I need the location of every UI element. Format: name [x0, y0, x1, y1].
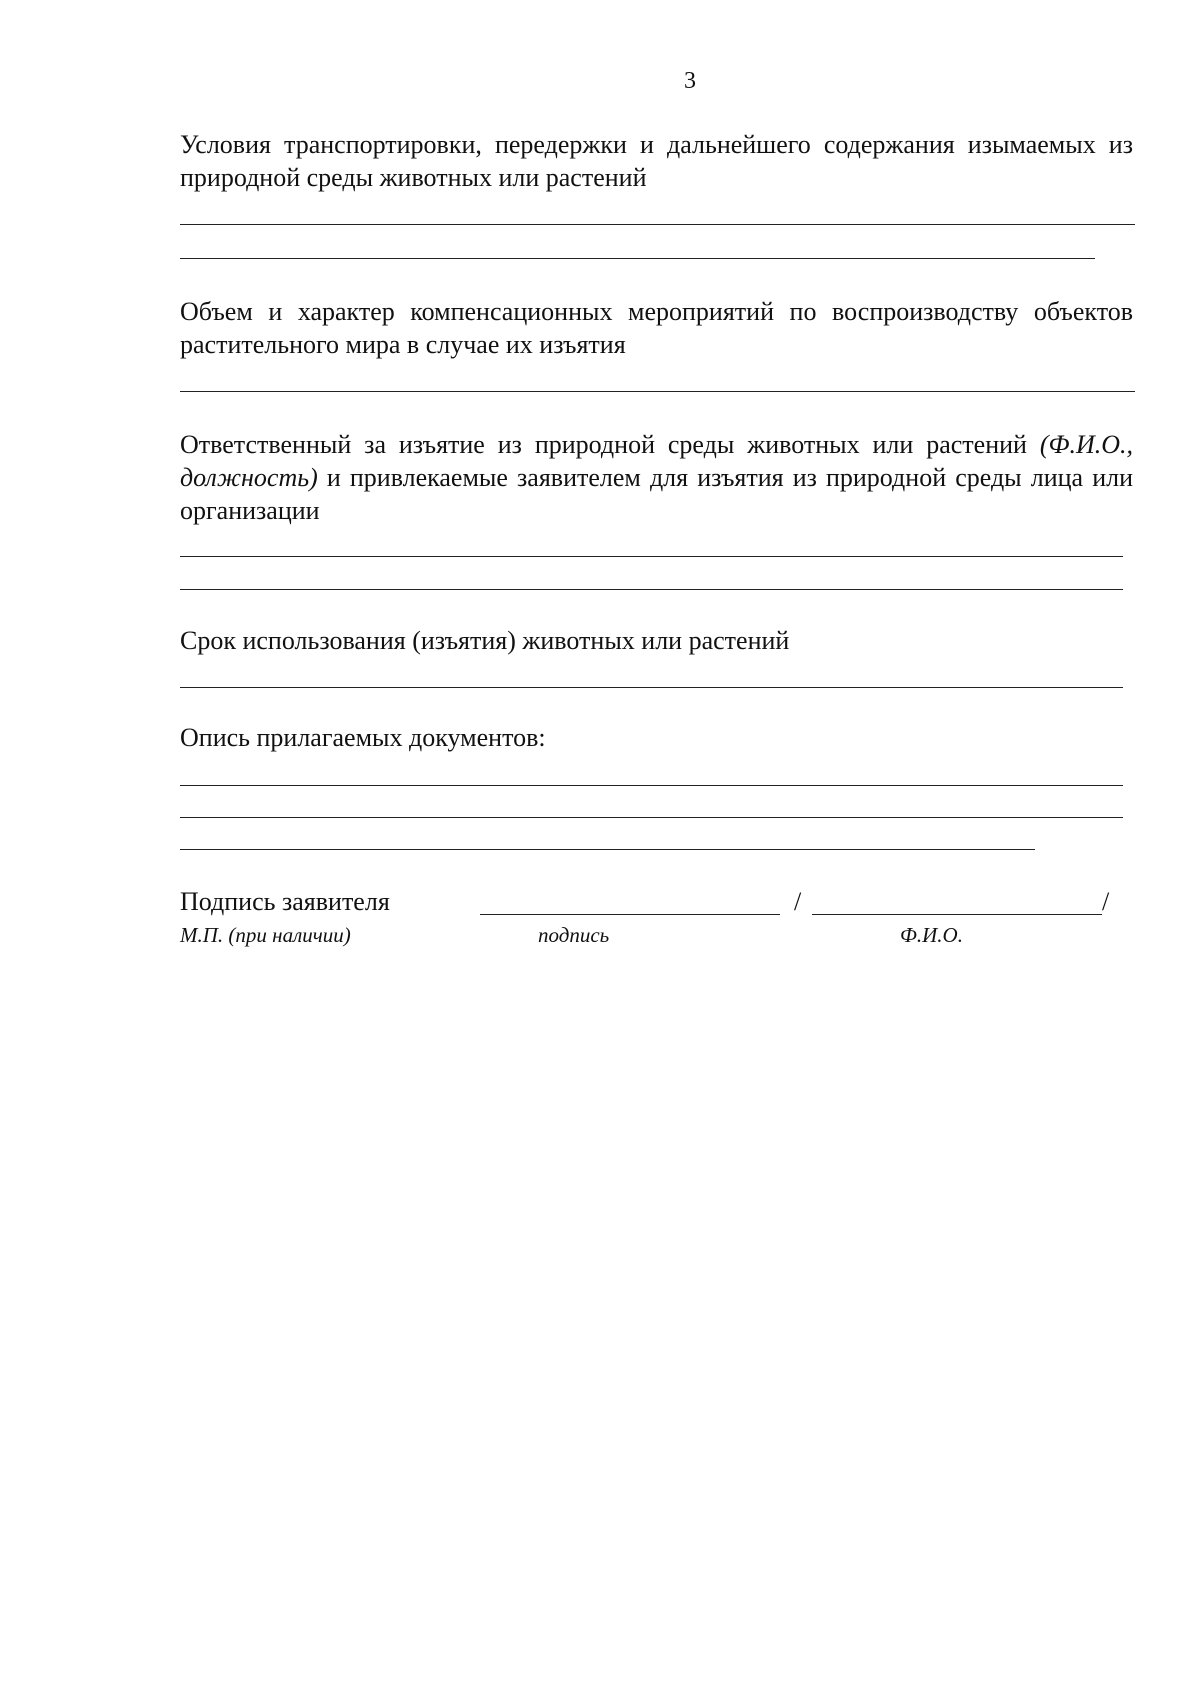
slash-separator-2: / [1102, 887, 1110, 916]
signature-label: Подпись заявителя [180, 887, 390, 916]
page-number: 3 [684, 68, 696, 94]
signature-fill-line[interactable] [480, 914, 780, 915]
transport-fill-line-2[interactable] [180, 258, 1095, 259]
responsible-label [180, 428, 1133, 527]
compensation-fill-line[interactable] [180, 391, 1135, 392]
documents-label: Опись прилагаемых документов: [180, 723, 546, 752]
term-fill-line[interactable] [180, 687, 1123, 688]
responsible-italic-note: (Ф.И.О., должность) [180, 430, 1134, 492]
name-caption: Ф.И.О. [900, 923, 963, 947]
documents-fill-line-3[interactable] [180, 849, 1035, 850]
transport-conditions-label: Условия транспортировки, передержки и дальнейшего содержания изымаемых из природной среды животных или растений [180, 130, 1133, 192]
documents-fill-line-2[interactable] [180, 817, 1123, 818]
slash-separator-1: / [794, 887, 802, 916]
term-label: Срок использования (изъятия) животных или растений [180, 626, 790, 655]
signature-caption: подпись [538, 923, 610, 947]
name-fill-line[interactable] [812, 914, 1102, 915]
seal-caption: М.П. (при наличии) [180, 923, 351, 947]
compensation-label: Объем и характер компенсационных мероприятий по воспроизводству объектов растительного мира в случае их изъятия [180, 297, 1133, 359]
responsible-fill-line-1[interactable] [180, 556, 1123, 557]
responsible-fill-line-2[interactable] [180, 589, 1123, 590]
documents-fill-line-1[interactable] [180, 785, 1123, 786]
responsible-text-end: и привлекаемые заявителем для изъятия из природной среды лица или организации [180, 463, 1133, 525]
transport-fill-line-1[interactable] [180, 224, 1135, 225]
responsible-text-start: Ответственный за изъятие из природной среды животных или растений [180, 430, 1027, 459]
